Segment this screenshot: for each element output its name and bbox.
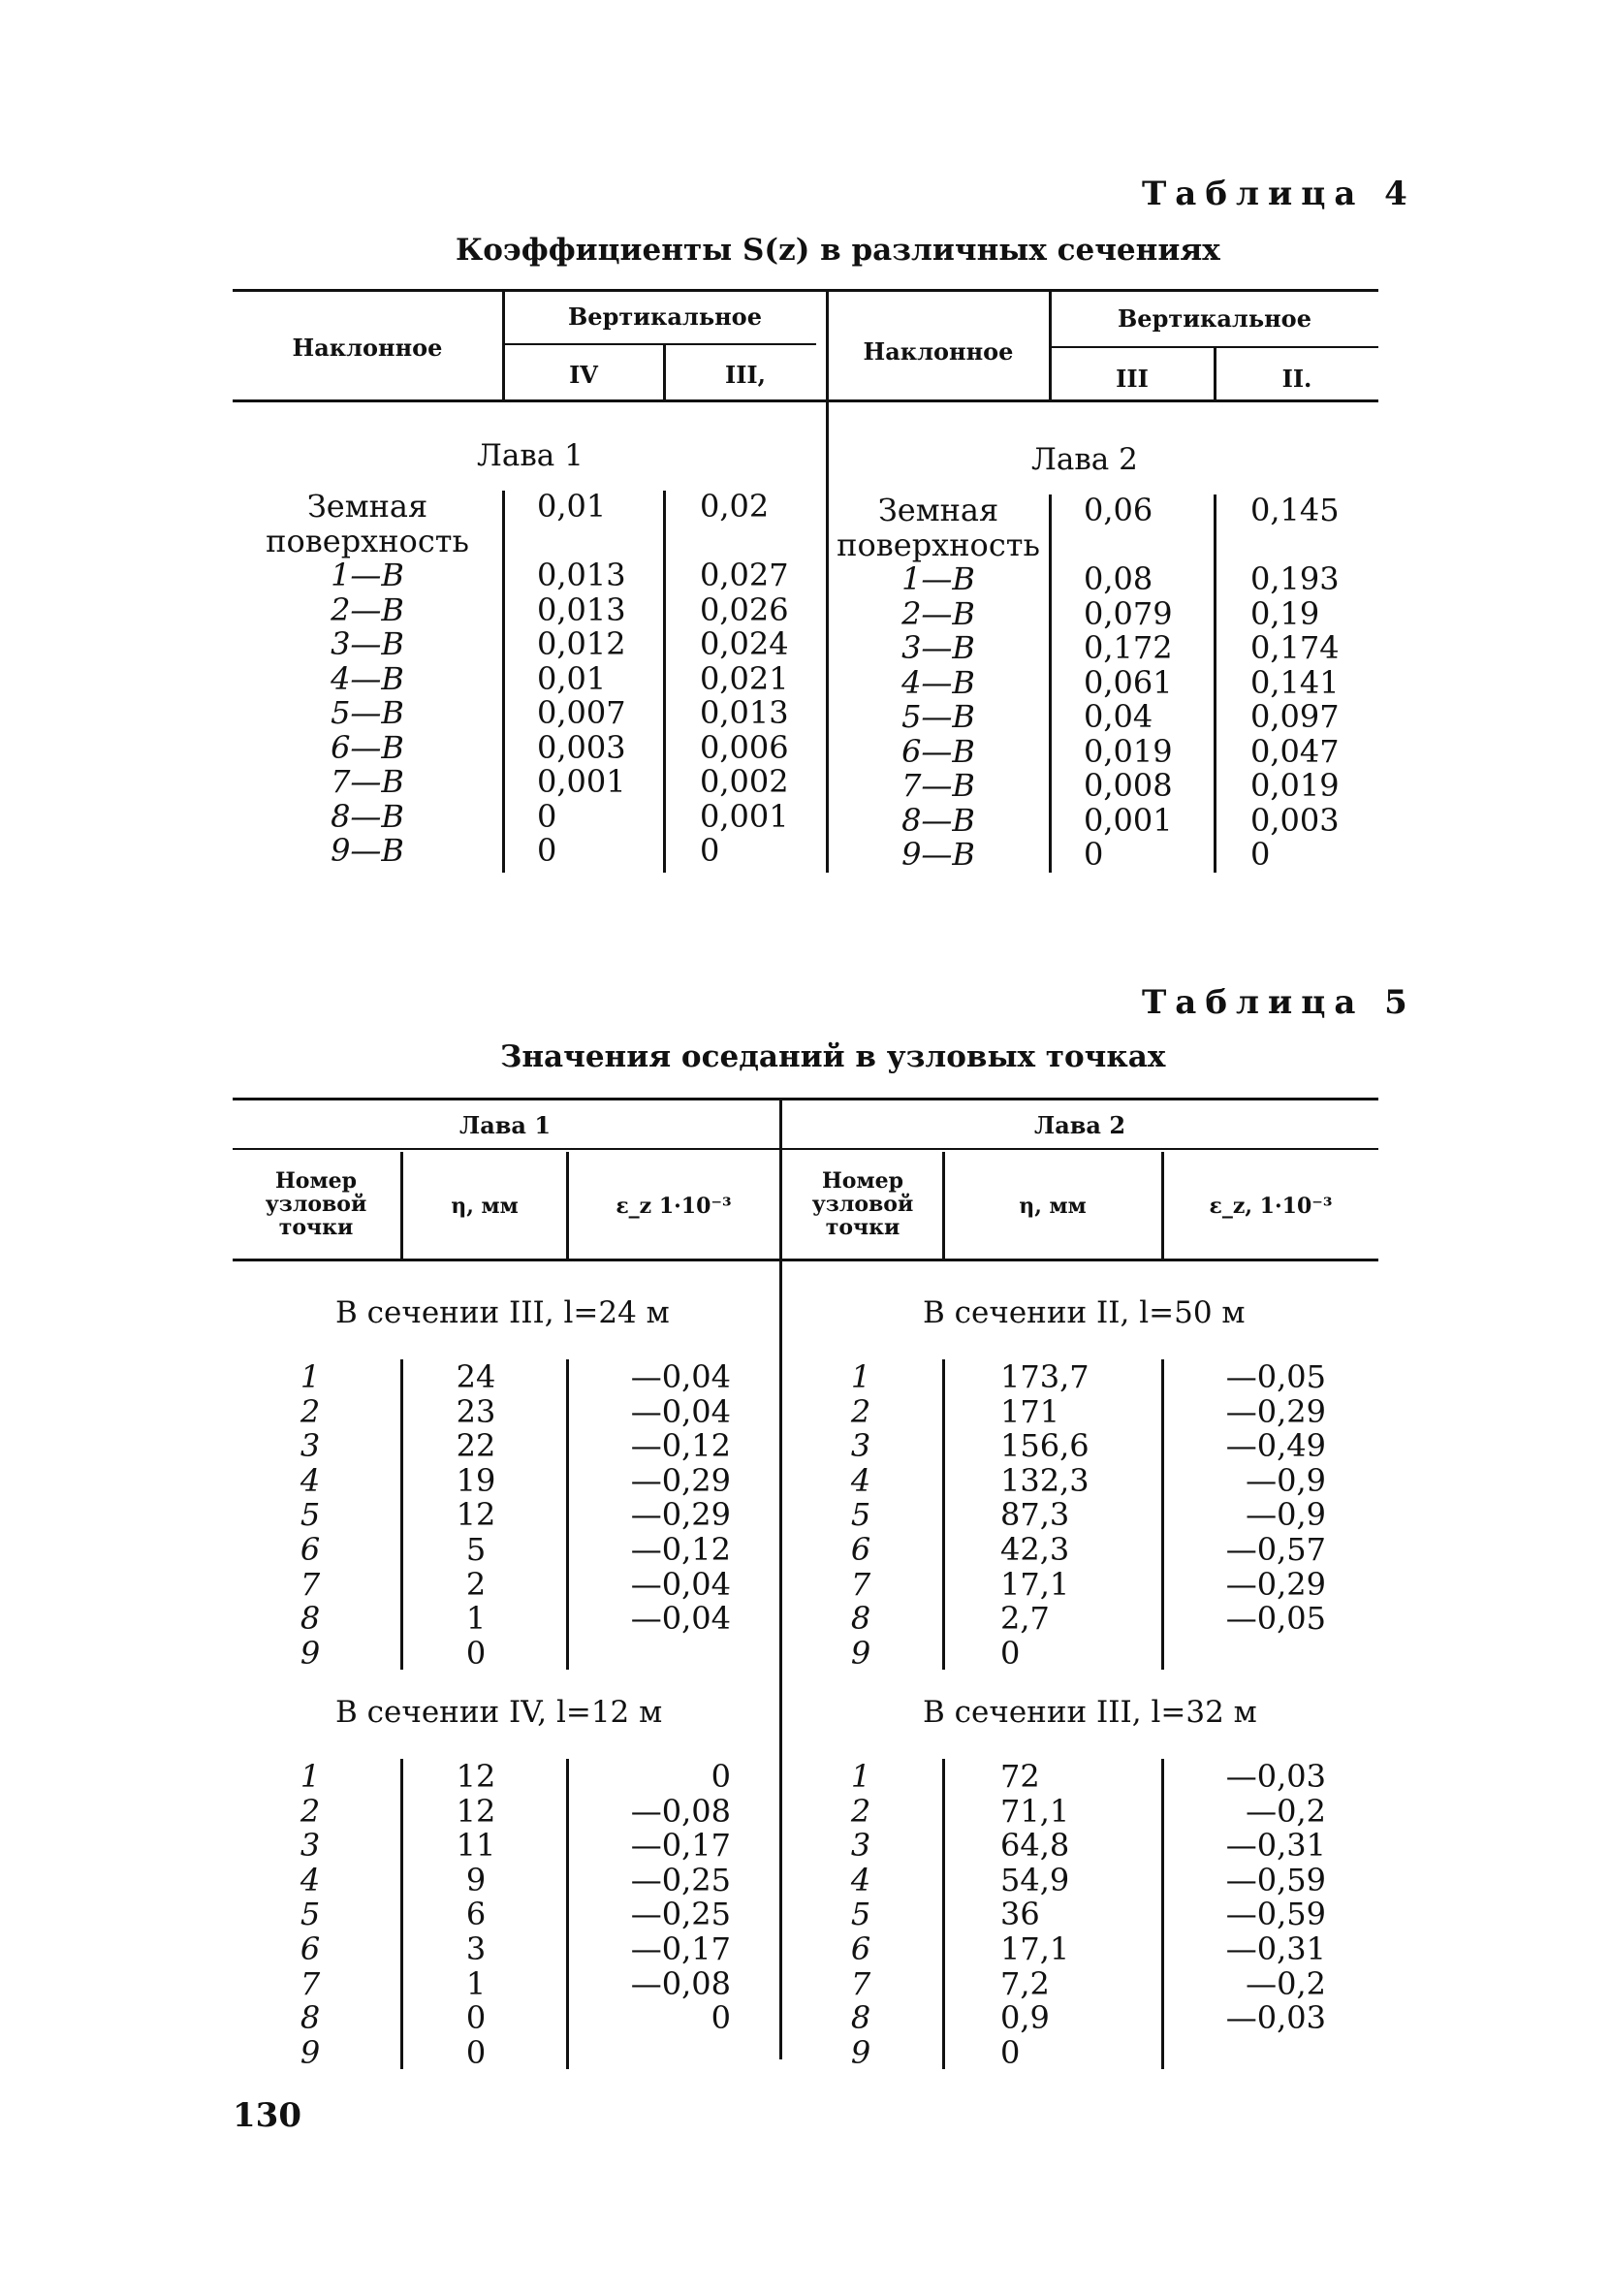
- node-number: 8: [300, 1999, 321, 2037]
- table4-label: Таблица 4: [1142, 175, 1416, 213]
- table4-body-vline: [502, 491, 505, 873]
- eta-value: 6: [465, 1896, 487, 1933]
- cell-value: 0,006: [700, 728, 789, 766]
- cell-value: 0,193: [1250, 560, 1340, 597]
- row-label: 8—В: [331, 797, 404, 835]
- node-number: 4: [850, 1461, 871, 1499]
- row-label: поверхность: [837, 526, 1040, 563]
- node-number: 8: [300, 1600, 321, 1638]
- eps-value: —0,29: [1225, 1392, 1326, 1430]
- table4-hdr-iii-b: III: [1116, 365, 1149, 393]
- cell-value: 0,001: [700, 797, 789, 835]
- node-number: 8: [850, 1999, 871, 2037]
- cell-value: 0,027: [700, 557, 789, 593]
- section-title: В сечении III, l=24 м: [335, 1295, 670, 1330]
- node-number: 1: [300, 1758, 321, 1795]
- eta-value: 1: [465, 1964, 487, 2002]
- cell-value: 0,174: [1250, 629, 1340, 666]
- table5-hdr-eps-l2: ε_z, 1·10⁻³: [1209, 1194, 1333, 1219]
- eps-value: —0,2: [1246, 1792, 1326, 1830]
- eps-value: —0,08: [630, 1792, 731, 1830]
- eps-value: —0,04: [630, 1392, 731, 1430]
- eta-value: 3: [465, 1930, 487, 1967]
- eta-value: 12: [456, 1758, 496, 1795]
- row-label: 9—В: [331, 832, 404, 869]
- row-label: 2—В: [331, 590, 404, 628]
- node-number: 6: [850, 1930, 871, 1967]
- page-number: 130: [233, 2096, 301, 2135]
- table5-hdr-lava1: Лава 1: [458, 1111, 552, 1139]
- row-label: Земная: [306, 488, 428, 525]
- row-label: Земная: [877, 492, 999, 528]
- eta-value: 1: [465, 1600, 487, 1638]
- eta-value: 0: [465, 1999, 487, 2037]
- table4-title: Коэффициенты S(z) в различных сечениях: [456, 233, 1220, 268]
- row-label: 3—В: [901, 629, 975, 666]
- cell-value: 0,003: [537, 728, 626, 766]
- eta-value: 7,2: [1000, 1964, 1050, 2002]
- table5-header-bottom-rule: [233, 1259, 1378, 1261]
- eps-value: —0,03: [1225, 1758, 1326, 1795]
- cell-value: 0: [537, 797, 557, 835]
- node-number: 2: [850, 1792, 871, 1830]
- eta-value: 132,3: [1000, 1461, 1090, 1499]
- table4-lava1-title: Лава 1: [477, 438, 584, 473]
- cell-value: 0,08: [1084, 560, 1153, 597]
- row-label: 3—В: [331, 625, 404, 662]
- node-number: 1: [300, 1358, 321, 1395]
- cell-value: 0,145: [1250, 492, 1340, 528]
- eta-value: 71,1: [1000, 1792, 1070, 1830]
- eps-value: —0,04: [630, 1565, 731, 1603]
- cell-value: 0,141: [1250, 663, 1340, 701]
- node-number: 9: [300, 2033, 321, 2071]
- table5-title: Значения оседаний в узловых точках: [500, 1039, 1166, 1074]
- table5-body-vline: [942, 1359, 945, 1670]
- row-label: 8—В: [901, 801, 975, 839]
- eta-value: 2: [465, 1565, 487, 1603]
- table4-body-vline: [1214, 494, 1216, 873]
- cell-value: 0: [537, 832, 557, 869]
- cell-value: 0,01: [537, 659, 607, 697]
- eps-value: —0,04: [630, 1600, 731, 1638]
- eta-value: 0,9: [1000, 1999, 1050, 2037]
- eps-value: 0: [711, 1758, 731, 1795]
- eps-value: —0,2: [1246, 1964, 1326, 2002]
- node-number: 4: [300, 1461, 321, 1499]
- eta-value: 64,8: [1000, 1827, 1070, 1865]
- eps-value: —0,03: [1225, 1999, 1326, 2037]
- cell-value: 0,013: [537, 557, 626, 593]
- cell-value: 0,047: [1250, 732, 1340, 770]
- eta-value: 5: [465, 1531, 487, 1568]
- table5-hdr-eta-l1: η, мм: [451, 1194, 519, 1219]
- eps-value: —0,25: [630, 1861, 731, 1898]
- cell-value: 0,012: [537, 625, 626, 662]
- node-number: 7: [300, 1565, 321, 1603]
- cell-value: 0,007: [537, 694, 626, 731]
- eta-value: 19: [456, 1461, 496, 1499]
- table4-hdr-iv: IV: [569, 361, 598, 389]
- eta-value: 0: [465, 1634, 487, 1672]
- table4-hdr-inclined-left: Наклонное: [292, 334, 443, 362]
- eps-value: —0,29: [630, 1496, 731, 1534]
- cell-value: 0,02: [700, 488, 770, 525]
- eps-value: —0,31: [1225, 1930, 1326, 1967]
- node-number: 2: [850, 1392, 871, 1430]
- eps-value: —0,12: [630, 1427, 731, 1465]
- section-title: В сечении IV, l=12 м: [335, 1695, 663, 1730]
- cell-value: 0,001: [537, 763, 626, 800]
- node-number: 6: [850, 1531, 871, 1568]
- node-number: 2: [300, 1792, 321, 1830]
- row-label: 4—В: [901, 663, 975, 701]
- row-label: 5—В: [901, 698, 975, 735]
- node-number: 3: [850, 1427, 871, 1465]
- eta-value: 22: [456, 1427, 496, 1465]
- eta-value: 23: [456, 1392, 496, 1430]
- node-number: 4: [850, 1861, 871, 1898]
- cell-value: 0,079: [1084, 594, 1173, 632]
- cell-value: 0,19: [1250, 594, 1320, 632]
- eps-value: —0,57: [1225, 1531, 1326, 1568]
- cell-value: 0,001: [1084, 801, 1173, 839]
- node-number: 3: [300, 1827, 321, 1865]
- eta-value: 0: [1000, 1634, 1021, 1672]
- row-label: поверхность: [266, 522, 469, 559]
- eps-value: —0,08: [630, 1964, 731, 2002]
- eta-value: 72: [1000, 1758, 1040, 1795]
- eta-value: 12: [456, 1792, 496, 1830]
- eta-value: 17,1: [1000, 1565, 1070, 1603]
- node-number: 5: [850, 1896, 871, 1933]
- eta-value: 2,7: [1000, 1600, 1050, 1638]
- eta-value: 12: [456, 1496, 496, 1534]
- cell-value: 0: [1084, 836, 1104, 873]
- row-label: 7—В: [901, 767, 975, 804]
- node-number: 9: [300, 1634, 321, 1672]
- row-label: 2—В: [901, 594, 975, 632]
- table5-lava-rule: [233, 1148, 1378, 1150]
- eps-value: —0,31: [1225, 1827, 1326, 1865]
- row-label: 6—В: [331, 728, 404, 766]
- eta-value: 87,3: [1000, 1496, 1070, 1534]
- node-number: 3: [300, 1427, 321, 1465]
- table4-hdr-vertical-right: Вертикальное: [1118, 304, 1311, 333]
- row-label: 9—В: [901, 836, 975, 873]
- eps-value: —0,05: [1225, 1600, 1326, 1638]
- cell-value: 0,002: [700, 763, 789, 800]
- table5-label: Таблица 5: [1142, 983, 1416, 1022]
- eps-value: —0,04: [630, 1358, 731, 1395]
- eps-value: —0,29: [630, 1461, 731, 1499]
- eta-value: 9: [465, 1861, 487, 1898]
- row-label: 7—В: [331, 763, 404, 800]
- eta-value: 156,6: [1000, 1427, 1090, 1465]
- cell-value: 0,021: [700, 659, 789, 697]
- cell-value: 0,019: [1250, 767, 1340, 804]
- eta-value: 173,7: [1000, 1358, 1090, 1395]
- cell-value: 0,097: [1250, 698, 1340, 735]
- cell-value: 0,01: [537, 488, 607, 525]
- table4-body-vline: [663, 491, 666, 873]
- eta-value: 54,9: [1000, 1861, 1070, 1898]
- cell-value: 0: [700, 832, 720, 869]
- eps-value: —0,59: [1225, 1861, 1326, 1898]
- row-label: 6—В: [901, 732, 975, 770]
- table4-hdr-ii: II.: [1281, 365, 1312, 393]
- table4-lava2-title: Лава 2: [1031, 442, 1138, 477]
- eta-value: 17,1: [1000, 1930, 1070, 1967]
- node-number: 9: [850, 1634, 871, 1672]
- table5-hdr-eta-l2: η, мм: [1019, 1194, 1087, 1219]
- eta-value: 36: [1000, 1896, 1040, 1933]
- eps-value: —0,9: [1246, 1461, 1326, 1499]
- cell-value: 0,008: [1084, 767, 1173, 804]
- node-number: 8: [850, 1600, 871, 1638]
- cell-value: 0,003: [1250, 801, 1340, 839]
- eps-value: —0,12: [630, 1531, 731, 1568]
- table4-hdr-iii: III,: [724, 361, 767, 389]
- eta-value: 11: [456, 1827, 496, 1865]
- table5-hdr-node-l2: Номер узловой точки: [811, 1168, 914, 1240]
- row-label: 1—В: [901, 560, 975, 597]
- cell-value: 0,026: [700, 590, 789, 628]
- node-number: 7: [850, 1964, 871, 2002]
- table5-center-vline: [779, 1100, 782, 2059]
- eta-value: 0: [465, 2033, 487, 2071]
- node-number: 6: [300, 1531, 321, 1568]
- eps-value: —0,17: [630, 1827, 731, 1865]
- section-title: В сечении II, l=50 м: [923, 1295, 1246, 1330]
- row-label: 5—В: [331, 694, 404, 731]
- eta-value: 0: [1000, 2033, 1021, 2071]
- cell-value: 0,013: [537, 590, 626, 628]
- section-title: В сечении III, l=32 м: [923, 1695, 1257, 1730]
- eps-value: —0,17: [630, 1930, 731, 1967]
- table5-hdr-node-l1: Номер узловой точки: [265, 1168, 367, 1240]
- cell-value: 0,061: [1084, 663, 1173, 701]
- eps-value: —0,25: [630, 1896, 731, 1933]
- row-label: 4—В: [331, 659, 404, 697]
- node-number: 7: [300, 1964, 321, 2002]
- eps-value: —0,59: [1225, 1896, 1326, 1933]
- table5-hdr-lava2: Лава 2: [1033, 1111, 1126, 1139]
- cell-value: 0,172: [1084, 629, 1173, 666]
- node-number: 9: [850, 2033, 871, 2071]
- table5-top-rule: [233, 1098, 1378, 1100]
- eta-value: 24: [456, 1358, 496, 1395]
- row-label: 1—В: [331, 557, 404, 593]
- node-number: 6: [300, 1930, 321, 1967]
- node-number: 5: [300, 1896, 321, 1933]
- cell-value: 0: [1250, 836, 1271, 873]
- eps-value: —0,29: [1225, 1565, 1326, 1603]
- node-number: 5: [300, 1496, 321, 1534]
- table4-body-vline: [1049, 494, 1052, 873]
- node-number: 4: [300, 1861, 321, 1898]
- table4-hdr-vertical-left: Вертикальное: [568, 303, 762, 331]
- cell-value: 0,019: [1084, 732, 1173, 770]
- cell-value: 0,024: [700, 625, 789, 662]
- eps-value: —0,49: [1225, 1427, 1326, 1465]
- cell-value: 0,04: [1084, 698, 1153, 735]
- eta-value: 171: [1000, 1392, 1060, 1430]
- cell-value: 0,013: [700, 694, 789, 731]
- eps-value: —0,9: [1246, 1496, 1326, 1534]
- table4-header-bottom-rule: [233, 399, 1378, 402]
- table4-vertical-subrule-left: [504, 343, 816, 345]
- node-number: 1: [850, 1358, 871, 1395]
- node-number: 5: [850, 1496, 871, 1534]
- table4-top-rule: [233, 289, 1378, 292]
- node-number: 3: [850, 1827, 871, 1865]
- table5-hdr-eps-l1: ε_z 1·10⁻³: [616, 1194, 732, 1219]
- node-number: 2: [300, 1392, 321, 1430]
- table4-hdr-inclined-right: Наклонное: [863, 337, 1014, 366]
- table5-body-vline: [942, 1759, 945, 2069]
- cell-value: 0,06: [1084, 492, 1153, 528]
- eps-value: —0,05: [1225, 1358, 1326, 1395]
- node-number: 1: [850, 1758, 871, 1795]
- eta-value: 42,3: [1000, 1531, 1070, 1568]
- node-number: 7: [850, 1565, 871, 1603]
- eps-value: 0: [711, 1999, 731, 2037]
